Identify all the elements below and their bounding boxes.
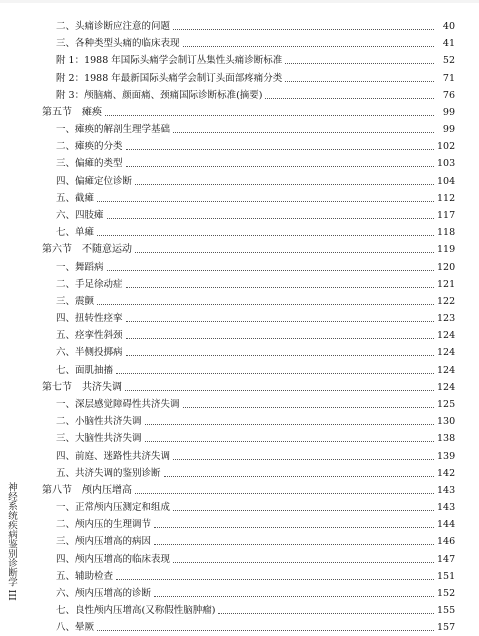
toc-entry[interactable] (56, 465, 455, 482)
toc-entry-page: 143 (437, 502, 456, 514)
toc-entry-label: 六、四肢瘫 (56, 209, 104, 221)
toc-section[interactable] (42, 482, 455, 499)
toc-entry-label: 附 3：颅脑痛、颜面痛、颈痛国际诊断标准(摘要) (56, 89, 263, 101)
toc-entry[interactable] (56, 207, 455, 224)
toc-entry-label: 六、半侧投掷病 (56, 347, 123, 359)
toc-entry-page: 139 (437, 450, 456, 462)
toc-section[interactable] (42, 241, 455, 258)
toc-entry-label: 四、偏瘫定位诊断 (56, 175, 133, 187)
leader-dots (125, 390, 434, 391)
toc-entry-page: 124 (437, 381, 456, 393)
toc-entry[interactable] (56, 362, 455, 379)
leader-dots (183, 46, 434, 47)
toc-section-label: 第七节 共济失调 (42, 381, 122, 393)
toc-entry-label: 三、颅内压增高的病因 (56, 536, 152, 548)
leader-dots (173, 459, 434, 460)
toc-entry-page: 124 (437, 330, 456, 342)
toc-entry-page: 155 (437, 605, 456, 617)
toc-entry-label: 二、瘫痪的分类 (56, 141, 123, 153)
leader-dots (105, 115, 434, 116)
toc-entry-page: 143 (437, 484, 456, 496)
toc-entry[interactable] (56, 430, 455, 447)
leader-dots (97, 630, 434, 631)
toc-entry[interactable] (56, 190, 455, 207)
toc-entry[interactable] (56, 70, 455, 87)
toc-entry[interactable] (56, 344, 455, 361)
leader-dots (116, 579, 434, 580)
toc-entry-page: 117 (437, 209, 456, 221)
toc-entry-page: 146 (437, 536, 456, 548)
leader-dots (107, 270, 434, 271)
toc-entry-label: 二、小脑性共济失调 (56, 416, 142, 428)
toc-entry-label: 二、手足徐动症 (56, 278, 123, 290)
toc-entry-page: 40 (442, 21, 455, 32)
toc-entry-label: 七、良性颅内压增高(又称假性脑肿瘤) (56, 605, 216, 617)
toc-entry-label: 三、偏瘫的类型 (56, 158, 123, 170)
toc-entry[interactable] (56, 413, 455, 430)
toc-entry-page: 121 (437, 278, 456, 290)
leader-dots (97, 304, 434, 305)
leader-dots (126, 355, 434, 356)
toc-entry-page: 118 (437, 227, 456, 239)
leader-dots (285, 81, 434, 82)
leader-dots (173, 510, 434, 511)
toc-entry-label: 一、瘫痪的解剖生理学基础 (56, 124, 171, 136)
toc-entry[interactable] (56, 585, 455, 602)
leader-dots (164, 476, 434, 477)
toc-entry[interactable] (56, 18, 455, 35)
toc-entry-page: 102 (437, 141, 456, 153)
toc-entry-page: 120 (437, 261, 456, 273)
toc-entry-page: 144 (437, 519, 456, 531)
toc-entry-label: 七、面肌抽搐 (56, 364, 114, 376)
toc-entry[interactable] (56, 533, 455, 550)
toc-entry-page: 124 (437, 347, 456, 359)
toc-entry-page: 71 (442, 72, 455, 84)
leader-dots (265, 98, 434, 99)
toc-entry[interactable] (56, 602, 455, 619)
leader-dots (135, 184, 434, 185)
toc-entry-page: 112 (437, 192, 456, 204)
toc-entry-page: 76 (442, 89, 455, 101)
toc-entry-label: 五、痉挛性斜颈 (56, 330, 123, 342)
toc-entry[interactable] (56, 224, 455, 241)
toc-section-label: 第八节 颅内压增高 (42, 484, 132, 496)
toc-entry-page: 119 (437, 244, 456, 256)
toc-entry[interactable] (56, 516, 455, 533)
toc-section[interactable] (42, 379, 455, 396)
toc-entry-label: 二、头痛诊断应注意的问题 (56, 21, 171, 32)
toc-entry[interactable] (56, 619, 455, 636)
toc-entry-page: 123 (437, 313, 456, 325)
toc-entry[interactable] (56, 396, 455, 413)
toc-entry[interactable] (56, 155, 455, 172)
toc-entry-page: 99 (442, 106, 455, 118)
toc-entry-page: 147 (437, 553, 456, 565)
toc-entry[interactable] (56, 121, 455, 138)
toc-entry-label: 一、舞蹈病 (56, 261, 104, 273)
toc-entry-label: 三、震颤 (56, 295, 95, 307)
toc-entry-label: 三、大脑性共济失调 (56, 433, 142, 445)
toc-entry-page: 130 (437, 416, 456, 428)
toc-entry-page: 157 (437, 622, 456, 634)
leader-dots (218, 613, 434, 614)
leader-dots (173, 562, 434, 563)
toc-section-label: 第六节 不随意运动 (42, 244, 132, 256)
toc-entry-label: 一、深层感觉障碍性共济失调 (56, 398, 180, 410)
toc-entry-label: 六、颅内压增高的诊断 (56, 587, 152, 599)
toc-entry[interactable] (56, 52, 455, 69)
toc-section-label: 第五节 瘫痪 (42, 106, 102, 118)
leader-dots (107, 218, 434, 219)
toc-entry-label: 三、各种类型头痛的临床表现 (56, 38, 180, 50)
toc-entry-page: 142 (437, 467, 456, 479)
toc-entry[interactable] (56, 327, 455, 344)
toc-entry[interactable] (56, 499, 455, 516)
toc-entry-page: 125 (437, 398, 456, 410)
book-spine-title: 神经系统疾病鉴别诊断学 III (6, 482, 17, 601)
toc-entry[interactable] (56, 35, 455, 52)
toc-entry-label: 四、扭转性痉挛 (56, 313, 123, 325)
leader-dots (173, 132, 434, 133)
toc-entry[interactable] (56, 138, 455, 155)
toc-entry-page: 41 (442, 38, 455, 50)
toc-entry[interactable] (56, 310, 455, 327)
leader-dots (145, 424, 434, 425)
toc-entry-label: 五、截瘫 (56, 192, 95, 204)
toc-entry-page: 124 (437, 364, 456, 376)
leader-dots (285, 63, 434, 64)
leader-dots (126, 287, 434, 288)
toc-entry[interactable] (56, 293, 455, 310)
toc-entry-page: 138 (437, 433, 456, 445)
toc-section[interactable] (42, 104, 455, 121)
toc-entry[interactable] (56, 276, 455, 293)
leader-dots (126, 338, 434, 339)
leader-dots (154, 527, 434, 528)
toc-entry-label: 五、辅助检查 (56, 570, 114, 582)
leader-dots (173, 29, 434, 30)
toc-entry[interactable] (56, 568, 455, 585)
toc-entry[interactable] (56, 448, 455, 465)
toc-entry[interactable] (56, 259, 455, 276)
toc-entry-label: 八、晕厥 (56, 622, 95, 634)
leader-dots (97, 235, 434, 236)
leader-dots (135, 252, 434, 253)
leader-dots (154, 596, 434, 597)
toc-entry-page: 103 (437, 158, 456, 170)
toc-entry-page: 152 (437, 587, 456, 599)
page-top-edge (0, 0, 479, 3)
toc-entry-label: 附 2：1988 年最新国际头痛学会制订头面部疼痛分类 (56, 72, 283, 84)
toc-entry-label: 一、正常颅内压测定和组成 (56, 502, 171, 514)
toc-entry-label: 七、单瘫 (56, 227, 95, 239)
toc-entry[interactable] (56, 173, 455, 190)
toc-entry-page: 99 (442, 124, 455, 136)
leader-dots (183, 407, 434, 408)
toc-entry-label: 四、前庭、迷路性共济失调 (56, 450, 171, 462)
toc-entry-label: 五、共济失调的鉴别诊断 (56, 467, 161, 479)
leader-dots (116, 373, 434, 374)
toc-entry-page: 52 (442, 55, 455, 67)
toc-entry[interactable] (56, 87, 455, 104)
toc-entry-page: 122 (437, 295, 456, 307)
leader-dots (135, 493, 434, 494)
leader-dots (126, 166, 434, 167)
toc-entry-label: 附 1：1988 年国际头痛学会制订丛集性头痛诊断标准 (56, 55, 283, 67)
leader-dots (97, 201, 434, 202)
leader-dots (145, 441, 434, 442)
leader-dots (126, 321, 434, 322)
leader-dots (154, 544, 434, 545)
toc-entry-page: 104 (437, 175, 456, 187)
toc-entry-label: 二、颅内压的生理调节 (56, 519, 152, 531)
toc-entry-label: 四、颅内压增高的临床表现 (56, 553, 171, 565)
leader-dots (126, 149, 434, 150)
toc-entry[interactable] (56, 551, 455, 568)
toc-entry-page: 151 (437, 570, 456, 582)
